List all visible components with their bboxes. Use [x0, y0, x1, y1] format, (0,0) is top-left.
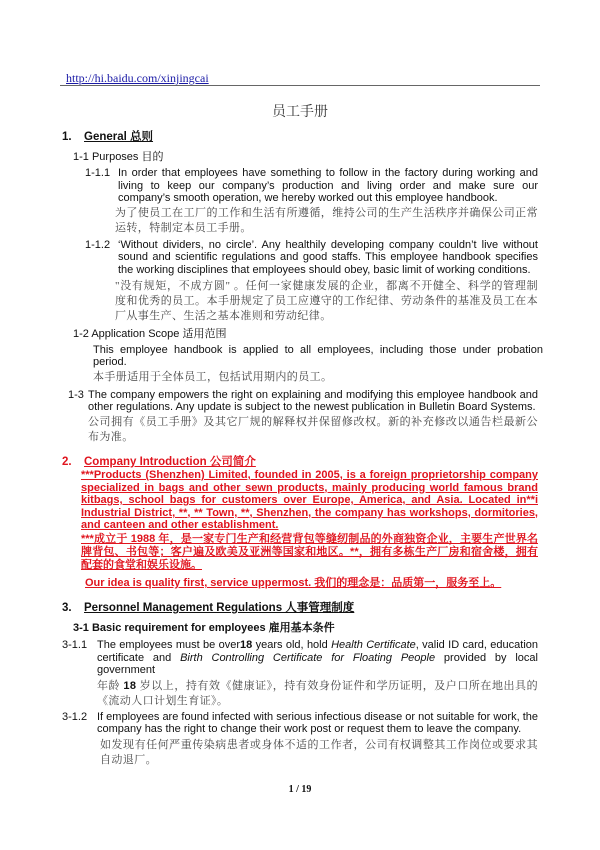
paragraph-en: The employees must be over18 years old, hold Health Certificate, valid ID card, education certificate and Birth Controlling Certificate for Floating People provided by local government	[97, 638, 538, 677]
item-number: 1-1.2	[85, 238, 111, 251]
item-number: 1-3	[68, 388, 84, 401]
section-3-heading: 3. Personnel Management Regulations 人事管理制度	[62, 601, 355, 614]
paragraph-en: This employee handbook is applied to all employees, including those under probation period.	[93, 343, 543, 369]
paragraph-en: The company empowers the right on explaining and modifying this employee handbook and other regulations. Any update is subject to the newest publication in Bulletin Board Systems.	[88, 388, 538, 414]
item-3-1-1	[62, 638, 538, 709]
section-2-heading: 2. Company Introduction 公司简介	[62, 455, 256, 468]
paragraph-cn: 如发现有任何严重传染病患者或身体不适的工作者，公司有权调整其工作岗位或要求其自动退厂。	[100, 738, 538, 766]
company-idea: Our idea is quality first, service uppermost. 我们的理念是：品质第一，服务至上。	[85, 576, 502, 589]
company-intro-cn: ***成立于 1988 年，是一家专门生产和经营背包等缝纫制品的外商独资企业，主要生产世界名牌背包、书包等；客户遍及欧美及亚洲等国家和地区。**，拥有多栋生产厂房和宿舍楼，拥有配套的食堂和娱乐设施。	[81, 532, 538, 571]
paragraph-en: If employees are found infected with serious infectious disease or not suitable for work, the company has the right to change their work post or request them to leave the company.	[97, 710, 538, 736]
paragraph-en: In order that employees have something to follow in the factory during working and living to keep our company’s production and living order and make sure our company’s smooth operation, we hereby worked out this employee handbook.	[118, 167, 538, 205]
item-1-1-1	[85, 167, 538, 236]
paragraph-cn: 本手册适用于全体员工，包括试用期内的员工。	[93, 370, 333, 383]
company-intro-en: ***Products (Shenzhen) Limited, founded in 2005, is a foreign proprietorship company specialized in bags and other sewn products, mainly producing world famous brand kitbags, school bags for customers over Europe, America, and Asia. Located in**i Industrial District, **, ** Town, **, Shenzhen, the company has workshops, dormitories, and canteen and other establishment.	[81, 468, 538, 532]
item-number: 1-1.1	[85, 167, 111, 179]
header-link[interactable]: http://hi.baidu.com/xinjingcai	[66, 71, 209, 85]
section-1-2-heading: 1-2 Application Scope 适用范围	[73, 327, 227, 340]
header-rule	[60, 85, 540, 86]
paragraph-cn: "没有规矩，不成方圆" 。任何一家健康发展的企业，都离不开健全、科学的管理制度和优秀的员工。本手册规定了员工应遵守的工作纪律、劳动条件的基准及员工在本厂从事生产、生活之基本准则和劳动纪律。	[115, 279, 538, 322]
paragraph-cn: 为了使员工在工厂的工作和生活有所遵循，维持公司的生产生活秩序并确保公司正常运转，特制定本员工手册。	[115, 206, 538, 234]
document-title: 员工手册	[272, 105, 328, 120]
item-1-1-2	[85, 238, 538, 324]
paragraph-cn: 年龄 18 岁以上，持有效《健康证》，持有效身份证件和学历证明，及户口所在地出具的《流动人口计划生育证》。	[97, 679, 538, 707]
item-1-3	[68, 388, 538, 445]
section-3-1-heading: 3-1 Basic requirement for employees 雇用基本条件	[73, 621, 335, 634]
item-number: 3-1.1	[62, 638, 88, 651]
paragraph-en: ‘Without dividers, no circle’. Any healthily developing company couldn’t live without sound and scientific regulations and good staffs. This employee handbook specifies the working disciplines that employees should obey, basic limit of working conditions.	[118, 238, 538, 276]
section-1-1-heading: 1-1 Purposes 目的	[73, 151, 164, 163]
item-number: 3-1.2	[62, 710, 88, 723]
paragraph-cn: 公司拥有《员工手册》及其它厂规的解释权并保留修改权。新的补充修改以通告栏最新公布为准。	[88, 415, 538, 443]
item-3-1-2	[62, 710, 538, 768]
page-number: 1 / 19	[288, 783, 312, 795]
section-1-heading: 1. General 总则	[62, 131, 154, 143]
